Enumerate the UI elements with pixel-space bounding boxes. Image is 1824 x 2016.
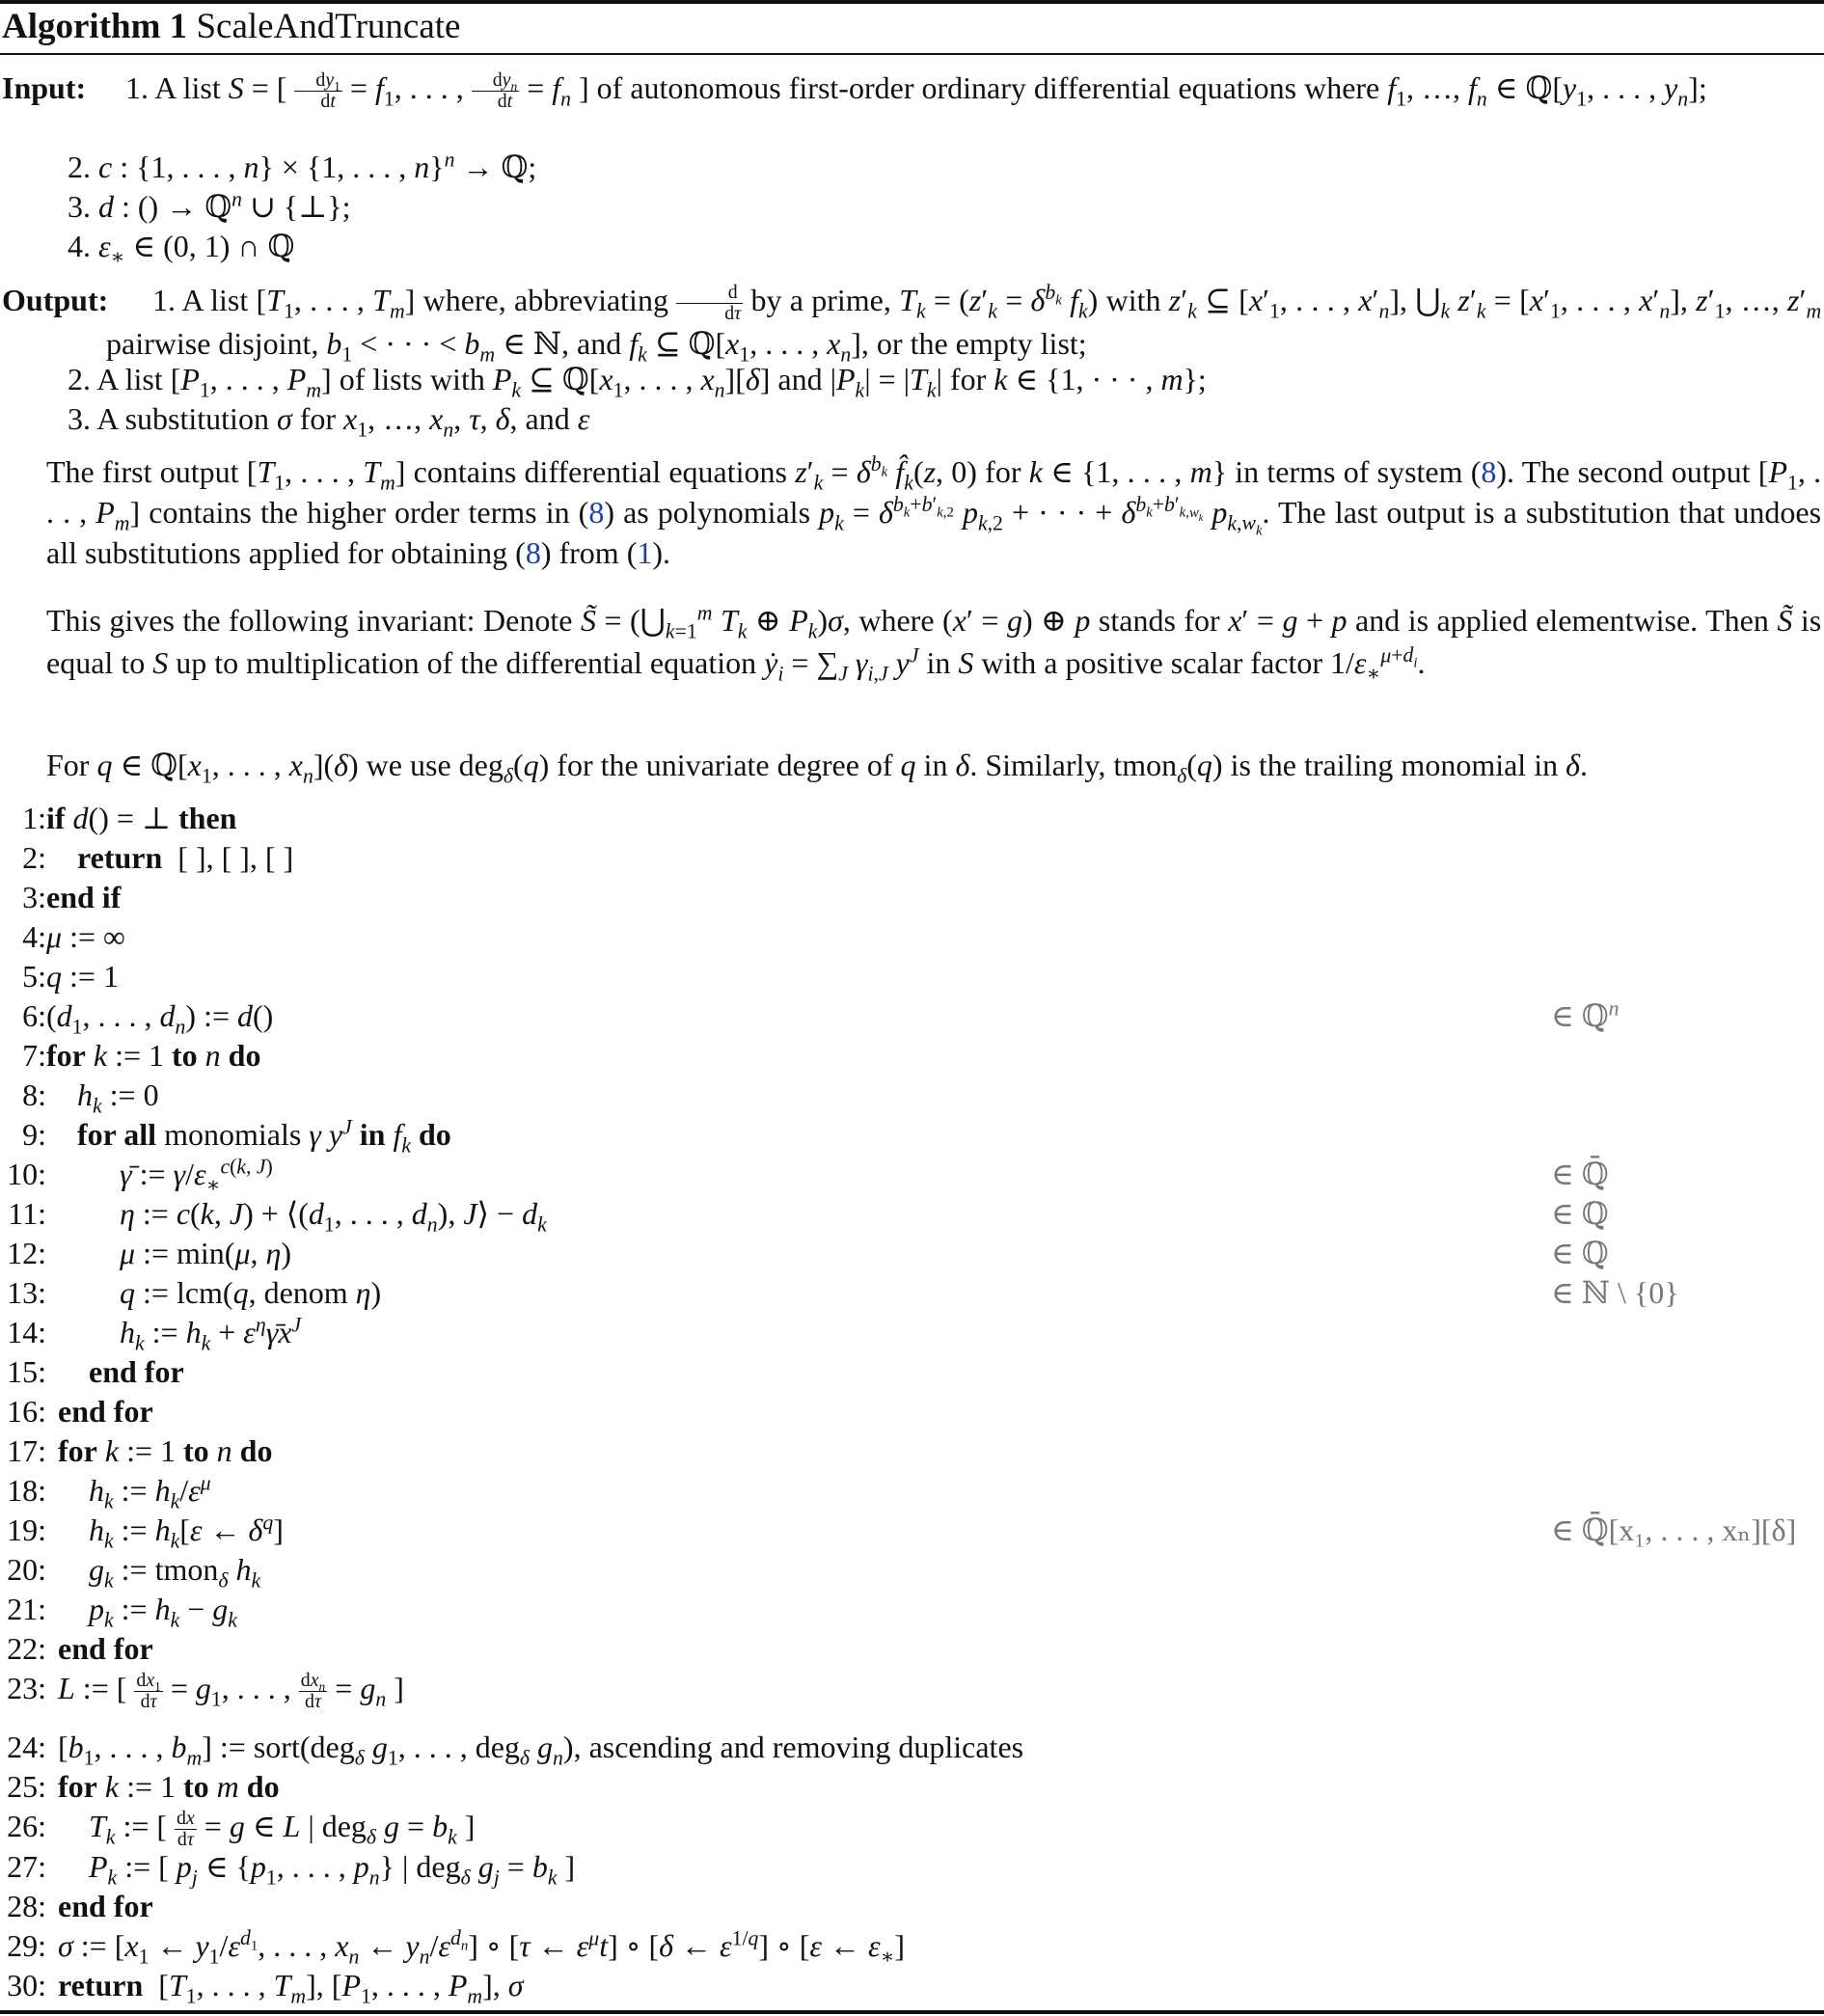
input-item-4: 4. $\varepsilon_∗$ ∈ (0, 1) ∩ ℚ <box>68 228 295 269</box>
algorithm-line-17: 17: for k := 1 to n do <box>7 1433 273 1468</box>
algorithm-line-15: 15: end for <box>7 1354 184 1389</box>
description-paragraph-1: The first output [$T_1$, . . . , $T_m$] contains differential equations $z'_k = \delta^{b_k}$ $f̂_k(z$, 0) for k ∈ {1, . . . , m} in terms of system (8). The second output [$P_1$, . . . , $P_m$] contains the higher order terms in (8) as polynomials $p_k = \delta^{b_k+b'_{k,2}}$ $p_{k,2}$ + · · · + $\delta^{b_k+b'_{k,w_k}}$ $p_{k,w_k}$. The last output is a substitution that undoes all substitutions applied for obtaining (8) from (1). <box>46 452 1822 570</box>
algorithm-line-1: 1: if d() = ⊥ then <box>22 801 237 835</box>
algorithm-line-21: 21: $p_k$ := $h_k - g_k$ <box>7 1592 237 1632</box>
ref-8-link[interactable]: 8 <box>525 535 541 570</box>
algorithm-line-24: 24: [$b_1$, . . . , $b_m$] := sort(deg$_\delta$ $g_1$, . . . , deg$_\delta$ $g_n$), ascending and removing duplicates <box>7 1730 1024 1770</box>
algorithm-line-30: 30: return [$T_1$, . . . , $T_m$], [$P_1$, . . . , $P_m$], σ <box>7 1968 524 2008</box>
description-paragraph-3: For q ∈ $ℚ[x_1$, . . . , $x_n](\delta)$ we use deg$_\delta$(q) for the univariate degree of q in δ. Similarly, tmon$_\delta$(q) is the trailing monomial in δ. <box>46 747 1588 788</box>
algorithm-line-2: 2: return [ ], [ ], [ ] <box>22 840 294 875</box>
input-item-1: 1. A list S = [ $\frac{dy_1}{dt}$ = $f_1$, . . . , $\frac{dy_n}{dt}$ = $f_n$ ] of autonomous first-order ordinary differential equations where $f_1$, …, $f_n$ ∈ $ℚ[y_1$, . . . , $y_n$]; <box>125 69 1707 113</box>
algorithm-line-16: 16: end for <box>7 1394 153 1429</box>
algorithm-caption <box>2 6 460 48</box>
bottom-rule <box>0 2010 1824 2014</box>
ref-8-link[interactable]: 8 <box>1481 454 1497 489</box>
algorithm-line-12: 12: μ := min(μ, η) ∈ ℚ <box>0 1234 1824 1273</box>
output-item-3: 3. A substitution σ for $x_1$, …, $x_n$, τ, δ, and ε <box>68 401 590 442</box>
input-item-2: 2. c : {1, . . . , n} × {1, . . . , n}$^n$ → ℚ; <box>68 148 537 185</box>
algorithm-line-7: 7: for k := 1 to n do <box>22 1038 261 1073</box>
algorithm-line-8: 8: $h_k$ := 0 <box>22 1077 159 1118</box>
algorithm-line-9: 9: for all monomials γ $y^J$ in $f_k$ do <box>22 1115 451 1158</box>
algorithm-line-25: 25: for k := 1 to m do <box>7 1769 280 1804</box>
algorithm-line-27: 27: $P_k$ := [ $p_j$ ∈ {$p_1$, . . . , $p_n$} | deg$_\delta$ $g_j = b_k$ ] <box>7 1849 576 1890</box>
line-12-comment: ∈ ℚ <box>1551 1236 1609 1270</box>
input-item-3: 3. d : () → ℚ$^n$ ∪ {⊥}; <box>68 187 351 225</box>
output-label: Output: <box>2 283 109 317</box>
top-rule <box>0 0 1824 4</box>
ref-1-link[interactable]: 1 <box>637 535 653 570</box>
caption-rule <box>0 53 1824 55</box>
algorithm-label: Algorithm 1 <box>2 7 188 46</box>
algorithm-line-26: 26: $T_k$ := [ $\frac{dx}{d\tau}$ = g ∈ L | deg$_\delta$ $g = b_k$ ] <box>7 1808 476 1851</box>
algorithm-line-22: 22: end for <box>7 1631 153 1666</box>
algorithm-line-29: 29: σ := [$x_1$ ← $y_1/\varepsilon^{d_1}$, . . . , $x_n$ ← $y_n/\varepsilon^{d_n}$] ∘ [τ ← $\varepsilon^\mu t$] ∘ [δ ← $\varepsilon^{1/q}$] ∘ [ε ← $\varepsilon_∗$] <box>7 1926 906 1969</box>
output-item-2: 2. A list [$P_1$, . . . , $P_m$] of lists with $P_k$ ⊆ $ℚ[x_1$, . . . , $x_n][\delta]$ and $|P_k| = |T_k|$ for k ∈ {1, · · · , m}; <box>68 361 1207 402</box>
algorithm-line-4: 4: μ := ∞ <box>22 919 125 954</box>
line-13-comment: ∈ ℕ \ {0} <box>1551 1275 1679 1310</box>
line-6-comment: ∈ ℚ$^n$ <box>1551 996 1620 1033</box>
algorithm-name: ScaleAndTruncate <box>196 7 461 46</box>
input-label: Input: <box>2 70 87 105</box>
ref-8-link[interactable]: 8 <box>588 495 605 530</box>
algorithm-line-19: 19: $h_k$ := $h_k[\varepsilon$ ← $\delta^q$] ∈ ℚ̄[x₁, . . . , xₙ][δ] <box>7 1511 1797 1553</box>
algorithm-line-14: 14: $h_k$ := $h_k$ + $\varepsilon^\eta\gammāx^J$ <box>7 1313 302 1355</box>
algorithm-line-13: 13: q := lcm(q, denom η) ∈ ℕ \ {0} <box>0 1273 1824 1313</box>
algorithm-line-23: 23: L := [ $\frac{dx_1}{d\tau}$ = $g_1$, . . . , $\frac{dx_n}{d\tau}$ = $g_n$ ] <box>7 1670 404 1713</box>
algorithm-line-10: 10: γ̄ := $\gamma/\varepsilon_∗^{c(k, J)}$ ∈ ℚ̄ <box>7 1155 1609 1197</box>
line-19-comment: ∈ ℚ̄[x₁, . . . , xₙ][δ] <box>1551 1512 1797 1547</box>
output-item-1: 1. A list [$T_1$, . . . , $T_m$] where, abbreviating $\frac{d}{d\tau}$ by a prime, $T_k = (z'_k = \delta^{b_k}$ $f_k$) with $z'_k$ ⊆ [$x'_1$, . . . , $x'_n$], $⋃_k$ $z'_k = [x'_1$, . . . , $x'_n$], $z'_1$, …, $z'_m$ pairwise disjoint, $b_1$ < · · · < $b_m$ ∈ ℕ, and $f_k$ ⊆ $ℚ[x_1$, . . . , $x_n$], or the empty list; <box>106 281 1822 367</box>
algorithm-line-3: 3: end if <box>22 880 122 914</box>
algorithm-line-5: 5: q := 1 <box>22 959 119 994</box>
algorithm-line-28: 28: end for <box>7 1889 153 1923</box>
line-10-comment: ∈ ℚ̄ <box>1551 1157 1609 1191</box>
algorithm-line-6: 6: ($d_1$, . . . , $d_n$) := d() ∈ ℚ$^n$ <box>22 996 1620 1039</box>
description-paragraph-2: This gives the following invariant: Denote S̃ = ($⋃_{k=1}^m$ $T_k$ ⊕ $P_k)\sigma$, where (x′ = g) ⊕ p stands for x′ = g + p and is applied elementwise. Then S̃ is equal to S up to multiplication of the differential equation ẏ$_i$ = $\sum_J$ $\gamma_{i,J}$ $y^J$ in S with a positive scalar factor $1/\varepsilon_∗^{\mu+d_i}$. <box>46 601 1822 686</box>
line-11-comment: ∈ ℚ <box>1551 1196 1609 1231</box>
algorithm-line-18: 18: $h_k$ := $h_k/\varepsilon^\mu$ <box>7 1471 211 1513</box>
algorithm-line-11: 11: η := c(k, $J) + ⟨(d_1$, . . . , $d_n$), J⟩ − $d_k$ ∈ ℚ <box>8 1196 1609 1237</box>
algorithm-line-20: 20: $g_k$ := tmon$_\delta$ $h_k$ <box>7 1552 261 1593</box>
